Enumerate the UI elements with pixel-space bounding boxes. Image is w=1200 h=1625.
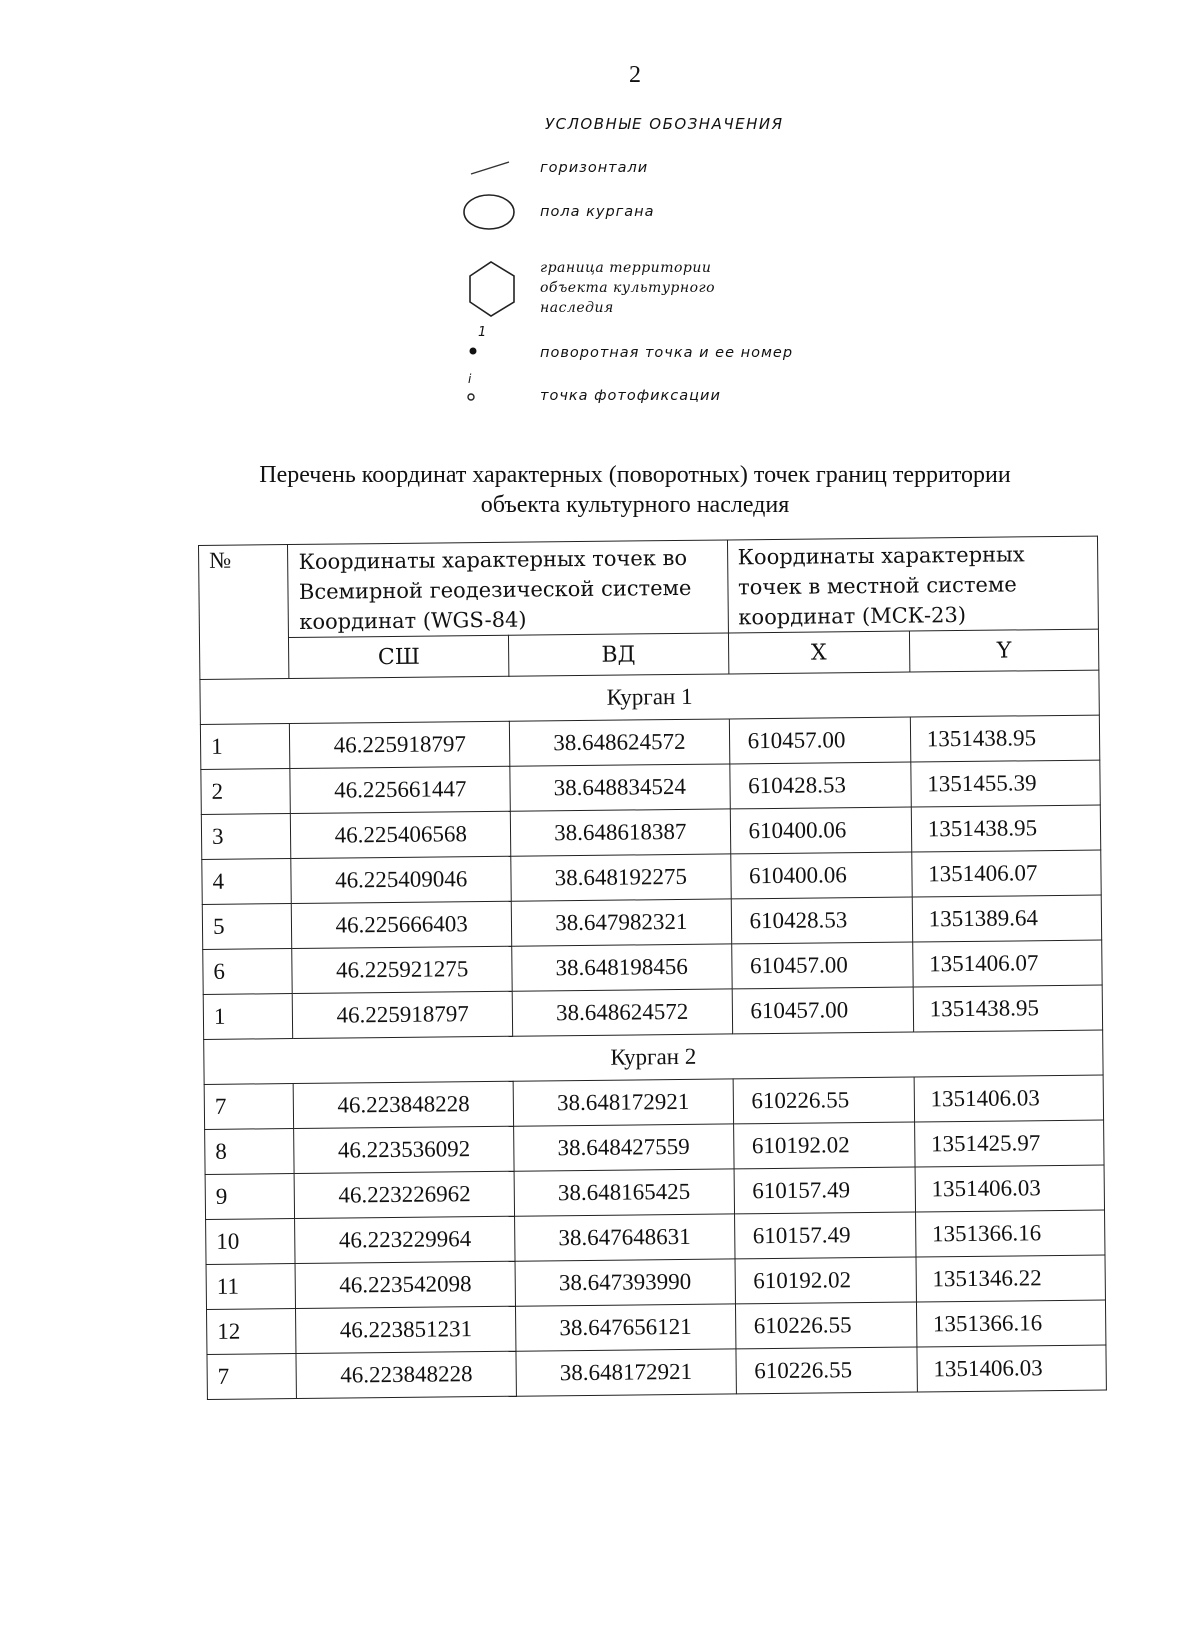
cell-x: 610192.02 [733, 1122, 915, 1169]
cell-y: 1351406.03 [914, 1075, 1104, 1122]
photo-point-icon [450, 372, 540, 408]
legend-label-contours: горизонтали [540, 160, 649, 176]
list-title-line2: объекта культурного наследия [480, 492, 790, 518]
cell-longitude: 38.647393990 [515, 1259, 735, 1306]
section-title-kurgan-1: Курган 1 [200, 670, 1099, 724]
header-lat: СШ [289, 635, 509, 678]
cell-point-number: 3 [201, 814, 291, 860]
cell-y: 1351366.16 [915, 1210, 1105, 1257]
cell-longitude: 38.648192275 [511, 854, 731, 901]
list-title-line1: Перечень координат характерных (поворотных) точек границ территории [259, 462, 1011, 488]
cell-latitude: 46.225409046 [291, 856, 511, 903]
legend-item-boundary [450, 258, 715, 322]
header-num: № [199, 545, 290, 680]
cell-latitude: 46.223226962 [295, 1171, 515, 1218]
legend-item-photo-point [450, 372, 721, 408]
legend-label-mound-floor: пола кургана [540, 204, 655, 220]
coordinates-table [198, 536, 1107, 1400]
cell-y: 1351438.95 [910, 715, 1100, 762]
cell-x: 610157.49 [734, 1212, 916, 1259]
cell-point-number: 7 [207, 1354, 297, 1400]
cell-y: 1351425.97 [914, 1120, 1104, 1167]
legend-boundary-line1: граница территории [540, 260, 712, 276]
legend-item-contours [450, 158, 648, 178]
hexagon-icon [450, 258, 540, 322]
cell-point-number: 7 [204, 1084, 294, 1130]
cell-point-number: 1 [200, 724, 290, 770]
cell-x: 610457.00 [732, 987, 914, 1034]
header-wgs-group: Координаты характерных точек во Всемирной геодезической системе координат (WGS-84) [288, 540, 728, 638]
legend-label-photo-point: точка фотофиксации [540, 388, 721, 404]
header-msk-group: Координаты характерных точек в местной системе координат (МСК-23) [727, 536, 1098, 633]
photo-point-number: i [468, 372, 472, 386]
table-header-row [199, 536, 1099, 638]
cell-longitude: 38.647982321 [511, 899, 731, 946]
cell-x: 610457.00 [729, 717, 911, 764]
cell-x: 610157.49 [734, 1167, 916, 1214]
cell-y: 1351389.64 [912, 895, 1102, 942]
turning-point-icon [450, 325, 540, 365]
cell-point-number: 9 [205, 1174, 295, 1220]
cell-latitude: 46.225666403 [292, 901, 512, 948]
turning-point-number: 1 [478, 325, 487, 340]
cell-y: 1351406.03 [917, 1345, 1107, 1392]
legend-item-turning-point [450, 325, 793, 365]
cell-x: 610428.53 [729, 762, 911, 809]
legend-item-mound-floor [450, 192, 655, 232]
cell-y: 1351455.39 [911, 760, 1101, 807]
legend-label-turning-point: поворотная точка и ее номер [540, 345, 794, 361]
cell-point-number: 2 [201, 769, 291, 815]
cell-longitude: 38.648427559 [514, 1124, 734, 1171]
cell-longitude: 38.648624572 [509, 719, 729, 766]
cell-y: 1351406.07 [912, 940, 1102, 987]
header-x: X [728, 631, 910, 674]
cell-latitude: 46.223229964 [295, 1216, 515, 1263]
cell-x: 610192.02 [735, 1257, 917, 1304]
section-title-kurgan-2: Курган 2 [204, 1030, 1103, 1084]
cell-y: 1351406.03 [915, 1165, 1105, 1212]
legend-title: УСЛОВНЫЕ ОБОЗНАЧЕНИЯ [545, 115, 784, 133]
header-y: Y [909, 629, 1099, 672]
cell-longitude: 38.647656121 [515, 1304, 735, 1351]
cell-latitude: 46.225918797 [293, 991, 513, 1038]
cell-x: 610226.55 [733, 1077, 915, 1124]
section-kurgan-1 [200, 715, 1102, 1039]
contour-line-icon [450, 158, 540, 178]
cell-latitude: 46.223542098 [295, 1261, 515, 1308]
cell-y: 1351346.22 [916, 1255, 1106, 1302]
cell-longitude: 38.648624572 [512, 989, 732, 1036]
cell-longitude: 38.648198456 [512, 944, 732, 991]
cell-latitude: 46.223848228 [294, 1081, 514, 1128]
cell-x: 610428.53 [731, 897, 913, 944]
cell-longitude: 38.647648631 [515, 1214, 735, 1261]
cell-y: 1351406.07 [911, 850, 1101, 897]
cell-latitude: 46.223848228 [296, 1351, 516, 1398]
legend-boundary-line2: объекта культурного [540, 280, 716, 296]
cell-latitude: 46.225406568 [291, 811, 511, 858]
cell-y: 1351438.95 [913, 985, 1103, 1032]
section-kurgan-2 [204, 1075, 1106, 1399]
cell-y: 1351438.95 [911, 805, 1101, 852]
cell-latitude: 46.225661447 [290, 766, 510, 813]
ellipse-icon [450, 192, 540, 232]
cell-point-number: 4 [202, 859, 292, 905]
cell-longitude: 38.648172921 [513, 1079, 733, 1126]
cell-latitude: 46.225918797 [290, 721, 510, 768]
header-lon: ВД [508, 633, 728, 676]
page-number: 2 [629, 62, 641, 88]
cell-y: 1351366.16 [916, 1300, 1106, 1347]
cell-point-number: 10 [206, 1219, 296, 1265]
cell-latitude: 46.223536092 [294, 1126, 514, 1173]
legend-boundary-line3: наследия [540, 300, 614, 316]
table-row [207, 1345, 1106, 1399]
cell-point-number: 11 [206, 1264, 296, 1310]
cell-point-number: 8 [205, 1129, 295, 1175]
cell-x: 610400.06 [730, 852, 912, 899]
cell-x: 610400.06 [730, 807, 912, 854]
cell-longitude: 38.648165425 [514, 1169, 734, 1216]
coordinates-list-title [190, 460, 1080, 520]
cell-x: 610457.00 [731, 942, 913, 989]
cell-point-number: 6 [203, 949, 293, 995]
legend-label-boundary [540, 258, 715, 318]
cell-point-number: 1 [203, 994, 293, 1040]
cell-latitude: 46.225921275 [292, 946, 512, 993]
cell-x: 610226.55 [736, 1347, 918, 1394]
cell-latitude: 46.223851231 [296, 1306, 516, 1353]
cell-longitude: 38.648172921 [516, 1349, 736, 1396]
cell-x: 610226.55 [735, 1302, 917, 1349]
cell-point-number: 12 [207, 1309, 297, 1355]
cell-longitude: 38.648834524 [510, 764, 730, 811]
cell-longitude: 38.648618387 [510, 809, 730, 856]
cell-point-number: 5 [202, 904, 292, 950]
